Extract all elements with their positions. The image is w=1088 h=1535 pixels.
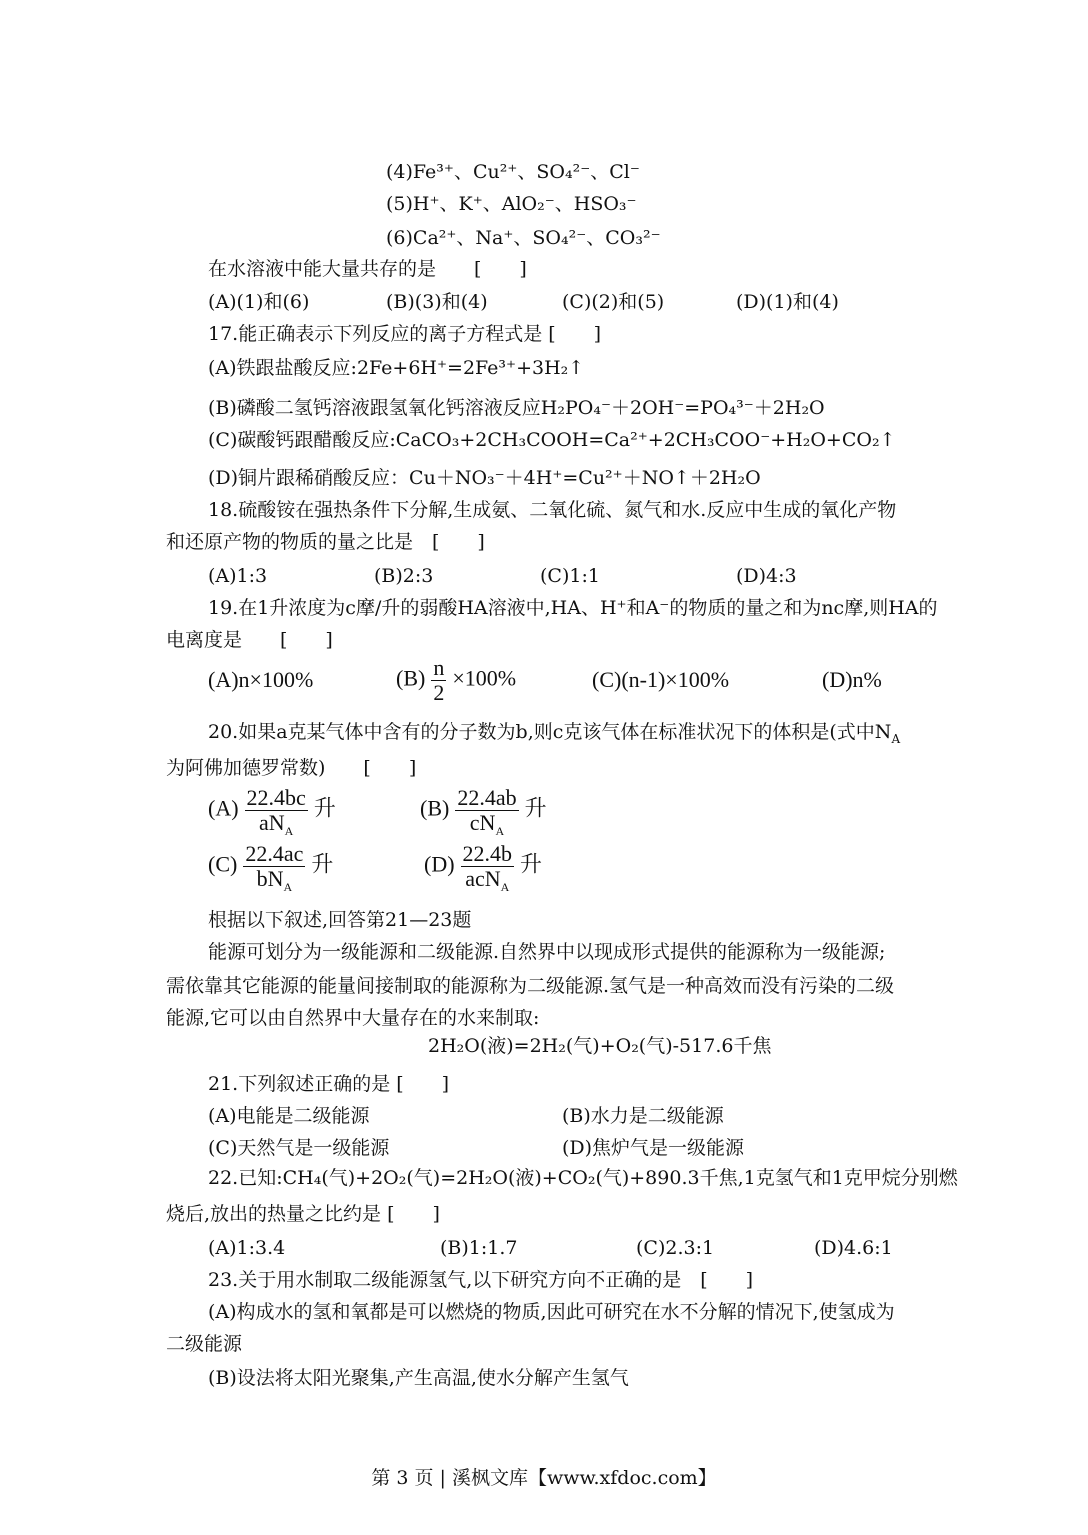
q18-option-a: (A)1:3 xyxy=(208,565,268,587)
q16-option-c: (C)(2)和(5) xyxy=(562,291,665,313)
fraction-numerator: 22.4bc xyxy=(246,785,306,810)
q20-line-1-text: 20.如果a克某气体中含有的分子数为b,则c克该气体在标准状况下的体积是(式中N xyxy=(208,721,892,743)
fraction-denominator xyxy=(245,810,308,838)
denominator-text: bN xyxy=(256,866,284,891)
passage-line-1: 能源可划分为一级能源和二级能源.自然界中以现成形式提供的能源称为一级能源; xyxy=(208,941,886,963)
q21-option-c: (C)天然气是一级能源 xyxy=(208,1137,390,1159)
option-label: (A) xyxy=(208,795,239,821)
q17-option-a: (A)铁跟盐酸反应:2Fe+6H⁺=2Fe³⁺+3H₂↑ xyxy=(208,357,585,379)
q20-line-1-subscript: A xyxy=(891,732,901,746)
q17-stem: 17.能正确表示下列反应的离子方程式是 [ ] xyxy=(208,323,602,345)
option-label: (D) xyxy=(424,851,455,877)
unit-label: 升 xyxy=(313,795,336,821)
q23-stem: 23.关于用水制取二级能源氢气,以下研究方向不正确的是 [ ] xyxy=(208,1269,754,1291)
q20-option-c xyxy=(208,841,334,894)
q19-option-a: (A)n×100% xyxy=(208,667,314,692)
fraction-denominator xyxy=(455,810,518,838)
passage-intro: 根据以下叙述,回答第21—23题 xyxy=(208,909,472,931)
q21-option-d: (D)焦炉气是一级能源 xyxy=(562,1137,745,1159)
q20-option-b xyxy=(420,785,547,838)
passage-equation: 2H₂O(液)=2H₂(气)+O₂(气)-517.6千焦 xyxy=(428,1035,772,1057)
passage-line-3: 能源,它可以由自然界中大量存在的水来制取: xyxy=(166,1007,540,1029)
ion-line-4: (4)Fe³⁺、Cu²⁺、SO₄²⁻、Cl⁻ xyxy=(386,161,640,183)
ion-line-5: (5)H⁺、K⁺、AlO₂⁻、HSO₃⁻ xyxy=(386,193,637,215)
q21-stem: 21.下列叙述正确的是 [ ] xyxy=(208,1073,450,1095)
q19-line-1: 19.在1升浓度为c摩/升的弱酸HA溶液中,HA、H⁺和A⁻的物质的量之和为nc摩,则HA的 xyxy=(208,597,938,619)
ion-line-6: (6)Ca²⁺、Na⁺、SO₄²⁻、CO₃²⁻ xyxy=(386,227,661,249)
unit-label: 升 xyxy=(520,851,543,877)
q16-option-b: (B)(3)和(4) xyxy=(386,291,488,313)
q18-line-2: 和还原产物的物质的量之比是 [ ] xyxy=(166,531,485,553)
q20-option-c-fraction xyxy=(243,841,305,894)
passage-line-2: 需依靠其它能源的能量间接制取的能源称为二级能源.氢气是一种高效而没有污染的二级 xyxy=(166,975,895,997)
q22-option-d: (D)4.6:1 xyxy=(814,1237,893,1259)
q20-option-a-fraction xyxy=(245,785,308,838)
q18-option-c: (C)1:1 xyxy=(540,565,600,587)
q19-option-b-label: (B) xyxy=(396,665,426,691)
fraction-numerator: 22.4ac xyxy=(245,841,304,866)
q20-line-1 xyxy=(208,720,900,744)
q17-option-d: (D)铜片跟稀硝酸反应：Cu＋NO₃⁻＋4H⁺=Cu²⁺＋NO↑＋2H₂O xyxy=(208,467,761,489)
denominator-text: acN xyxy=(465,866,501,891)
denominator-text: cN xyxy=(469,810,496,835)
q18-option-d: (D)4:3 xyxy=(736,565,797,587)
q23-option-a-line-2: 二级能源 xyxy=(166,1333,243,1355)
q21-option-a: (A)电能是二级能源 xyxy=(208,1105,370,1127)
option-label: (C) xyxy=(208,851,238,877)
q16-option-d: (D)(1)和(4) xyxy=(736,291,839,313)
q17-option-b: (B)磷酸二氢钙溶液跟氢氧化钙溶液反应H₂PO₄⁻＋2OH⁻=PO₄³⁻＋2H₂O xyxy=(208,397,825,419)
q22-option-a: (A)1:3.4 xyxy=(208,1237,286,1259)
q19-option-b-fraction xyxy=(431,656,446,705)
q20-line-2: 为阿佛加德罗常数) [ ] xyxy=(166,757,417,779)
unit-label: 升 xyxy=(524,795,547,821)
denominator-text: aN xyxy=(259,810,285,835)
unit-label: 升 xyxy=(311,851,334,877)
q16-option-a: (A)(1)和(6) xyxy=(208,291,310,313)
fraction-numerator: 22.4ab xyxy=(457,785,517,810)
fraction-numerator: n xyxy=(433,655,445,680)
q23-option-b: (B)设法将太阳光聚集,产生高温,使水分解产生氢气 xyxy=(208,1367,629,1389)
q19-option-b xyxy=(396,656,516,705)
denominator-subscript: A xyxy=(284,824,294,838)
q21-option-b: (B)水力是二级能源 xyxy=(562,1105,724,1127)
q20-option-a xyxy=(208,785,336,838)
q19-line-2: 电离度是 [ ] xyxy=(166,629,333,651)
q22-option-c: (C)2.3:1 xyxy=(636,1237,715,1259)
q17-option-c: (C)碳酸钙跟醋酸反应:CaCO₃+2CH₃COOH=Ca²⁺+2CH₃COO⁻+H₂O+CO₂↑ xyxy=(208,429,896,451)
q18-line-1: 18.硫酸铵在强热条件下分解,生成氨、二氧化硫、氮气和水.反应中生成的氧化产物 xyxy=(208,499,897,521)
q19-option-d: (D)n% xyxy=(822,667,882,692)
q20-option-d-fraction xyxy=(461,841,515,894)
denominator-subscript: A xyxy=(500,880,510,894)
q20-option-d xyxy=(424,841,543,894)
fraction-numerator: 22.4b xyxy=(462,841,513,866)
q22-option-b: (B)1:1.7 xyxy=(440,1237,518,1259)
q22-line-2: 烧后,放出的热量之比约是 [ ] xyxy=(166,1203,440,1225)
q19-option-b-suffix: ×100% xyxy=(452,665,517,691)
q16-stem: 在水溶液中能大量共存的是 [ ] xyxy=(208,258,527,280)
fraction-denominator: 2 xyxy=(433,680,445,705)
fraction-denominator xyxy=(243,866,305,894)
fraction-denominator xyxy=(461,866,515,894)
q19-option-c: (C)(n-1)×100% xyxy=(592,667,730,692)
q18-option-b: (B)2:3 xyxy=(374,565,434,587)
q23-option-a-line-1: (A)构成水的氢和氧都是可以燃烧的物质,因此可研究在水不分解的情况下,使氢成为 xyxy=(208,1301,895,1323)
option-label: (B) xyxy=(420,795,450,821)
q22-line-1: 22.已知:CH₄(气)+2O₂(气)=2H₂O(液)+CO₂(气)+890.3千焦,1克氢气和1克甲烷分别燃 xyxy=(208,1167,958,1189)
denominator-subscript: A xyxy=(283,880,293,894)
page-footer: 第 3 页 | 溪枫文库【www.xfdoc.com】 xyxy=(371,1467,717,1489)
q20-option-b-fraction xyxy=(455,785,518,838)
denominator-subscript: A xyxy=(495,824,505,838)
